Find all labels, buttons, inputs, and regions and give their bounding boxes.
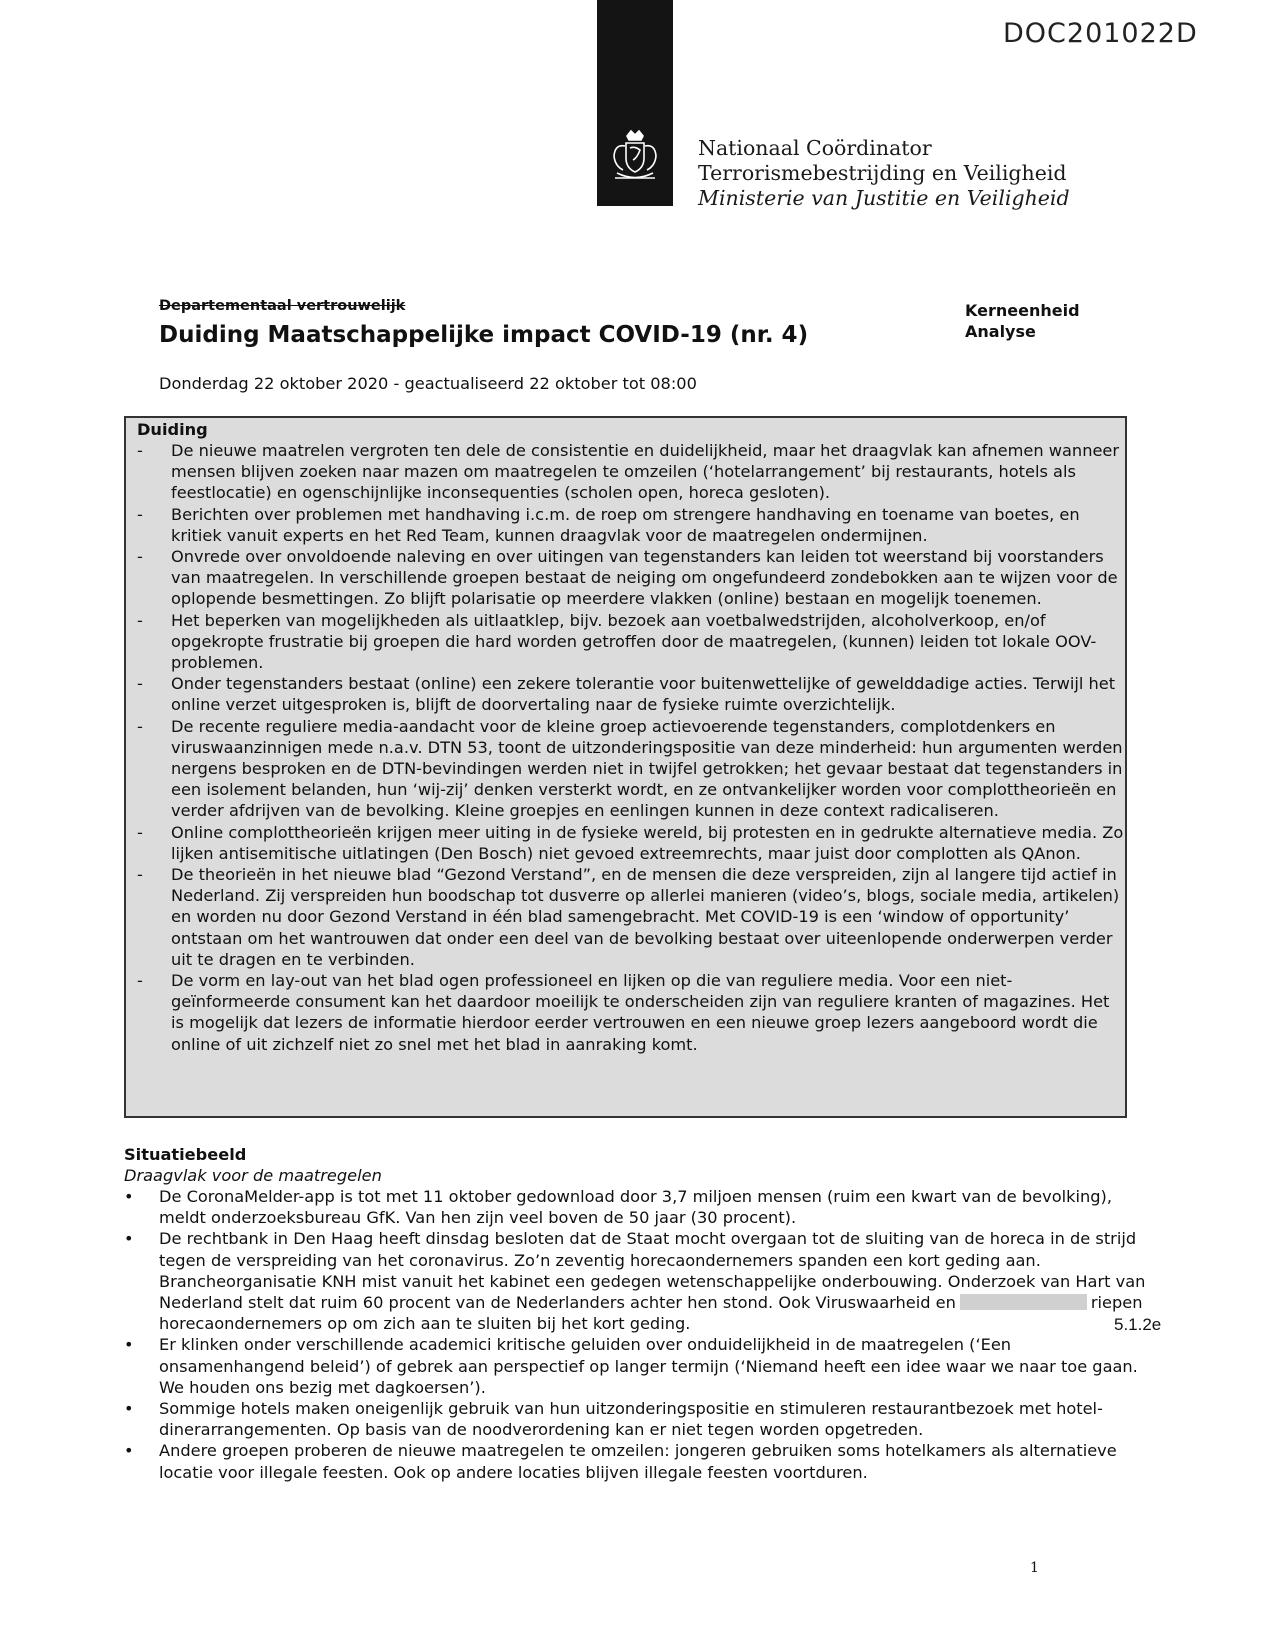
- page-number: 1: [1030, 1560, 1039, 1576]
- ministry-name: Ministerie van Justitie en Veiligheid: [698, 186, 1070, 210]
- duiding-item: - Onvrede over onvoldoende naleving en over uitingen van tegenstanders kan leiden tot weerstand bij voorstanders van maatregelen. In verschillende groepen bestaat de neiging om ongefundeerd zondebokken aan te wijzen voor de oplopende besmettingen. Zo blijft polarisatie op meerdere vlakken (online) bestaan en mogelijk toenemen.: [137, 547, 1118, 609]
- royal-coat-of-arms-icon: [609, 128, 661, 186]
- situatie-item: • Andere groepen proberen de nieuwe maatregelen te omzeilen: jongeren gebruiken soms hotelkamers als alternatieve locatie voor illegale feesten. Ook op andere locaties blijven illegale feesten voortduren.: [124, 1441, 1117, 1482]
- duiding-box: [124, 416, 1127, 1118]
- situatie-item: • De rechtbank in Den Haag heeft dinsdag besloten dat de Staat mocht overgaan tot de sluiting van de horeca in de strijd tegen de verspreiding van het coronavirus. Zo’n zeventig horecaondernemers spanden een kort geding aan. Brancheorganisatie KNH mist vanuit het kabinet een gedegen wetenschappelijke onderbouwing. Onderzoek van Hart van Nederland stelt dat ruim 60 procent van de Nederlanders achter hen stond. Ook Viruswaarheid en riepen horecaondernemers op om zich aan te sluiten bij het kort geding.: [124, 1229, 1146, 1334]
- government-logo-bar: [597, 0, 673, 206]
- situatie-item: • Sommige hotels maken oneigenlijk gebruik van hun uitzonderingspositie en stimuleren restaurantbezoek met hotel-dinerarrangementen. Op basis van de noodverordening kan er niet tegen worden opgetreden.: [124, 1399, 1103, 1440]
- duiding-title: Duiding: [137, 420, 208, 439]
- unit-line-2: Analyse: [965, 322, 1036, 341]
- redaction-ground-note: 5.1.2e: [1114, 1315, 1162, 1334]
- duiding-item: - De recente reguliere media-aandacht voor de kleine groep actievoerende tegenstanders, complotdenkers en viruswaanzinnigen mede n.a.v. DTN 53, toont de uitzonderingspositie van deze minderheid: hun argumenten werden nergens besproken en de DTN-bevindingen werden niet in twijfel getrokken; het gevaar bestaat dat tegenstanders in een isolement belanden, hun ‘wij-zij’ denken versterkt wordt, en ze ontvankelijker worden voor complottheorieën en verder afdrijven van de bevolking. Kleine groepjes en eenlingen kunnen in deze context radicaliseren.: [137, 716, 1123, 821]
- situatiebeeld-section: [124, 1144, 1144, 1483]
- unit-line-1: Kerneenheid: [965, 301, 1080, 320]
- org-line-2: Terrorismebestrijding en Veiligheid: [698, 161, 1067, 185]
- duiding-item: - De theorieën in het nieuwe blad “Gezond Verstand”, en de mensen die deze verspreiden, zijn al langere tijd actief in Nederland. Zij verspreiden hun boodschap tot dusverre op allerlei manieren (video’s, blogs, sociale media, artikelen) en worden nu door Gezond Verstand in één blad samengebracht. Met COVID-19 is een ‘window of opportunity’ ontstaan om het wantrouwen dat onder een deel van de bevolking bestaat over uiteenlopende onderwerpen verder uit te dragen en te verbinden.: [137, 865, 1120, 969]
- situatiebeeld-title: Situatiebeeld: [124, 1145, 247, 1164]
- unit-label: [965, 300, 1080, 342]
- situatie-item: • De CoronaMelder-app is tot met 11 oktober gedownload door 3,7 miljoen mensen (ruim een kwart van de bevolking), meldt onderzoeksbureau GfK. Van hen zijn veel boven de 50 jaar (30 procent).: [124, 1187, 1112, 1228]
- document-id: DOC201022D: [1003, 18, 1198, 49]
- duiding-item: - Berichten over problemen met handhaving i.c.m. de roep om strengere handhaving en toename van boetes, en kritiek vanuit experts en het Red Team, kunnen draagvlak voor de maatregelen ondermijnen.: [137, 504, 1080, 545]
- duiding-item: - De nieuwe maatrelen vergroten ten dele de consistentie en duidelijkheid, maar het draagvlak kan afnemen wanneer mensen blijven zoeken naar mazen om maatregelen te omzeilen (‘hotelarrangement’ bij restaurants, hotels als feestlocatie) en ogenschijnlijke inconsequenties (scholen open, horeca gesloten).: [137, 441, 1120, 503]
- duiding-item: - De vorm en lay-out van het blad ogen professioneel en lijken op die van reguliere media. Voor een niet-geïnformeerde consument kan het daardoor moeilijk te onderscheiden zijn van reguliere kranten of magazines. Het is mogelijk dat lezers de informatie hierdoor eerder vertrouwen en een nieuwe groep lezers aangeboord wordt die online of uit zichzelf niet zo snel met het blad in aanraking komt.: [137, 971, 1110, 1054]
- document-date: Donderdag 22 oktober 2020 - geactualiseerd 22 oktober tot 08:00: [159, 374, 697, 393]
- org-line-1: Nationaal Coördinator: [698, 136, 932, 160]
- duiding-item: - Onder tegenstanders bestaat (online) een zekere tolerantie voor buitenwettelijke of gewelddadige acties. Terwijl het online verzet uitgesproken is, blijft de doorvertaling naar de fysieke ruimte overzichtelijk.: [137, 674, 1116, 715]
- duiding-item: - Het beperken van mogelijkheden als uitlaatklep, bijv. bezoek aan voetbalwedstrijden, alcoholverkoop, en/of opgekropte frustratie bij groepen die hard worden getroffen door de maatregelen, (kunnen) leiden tot lokale OOV-problemen.: [137, 610, 1097, 673]
- organisation-name: [698, 136, 1070, 211]
- situatiebeeld-subtitle: Draagvlak voor de maatregelen: [124, 1166, 382, 1185]
- classification-label: Departementaal vertrouwelijk: [159, 298, 406, 314]
- situatie-item: • Er klinken onder verschillende academici kritische geluiden over onduidelijkheid in de maatregelen (‘Een onsamenhangend beleid’) of gebrek aan perspectief op langer termijn (‘Niemand heeft een idee waar we naar toe gaan. We houden ons bezig met dagkoersen’).: [124, 1335, 1138, 1397]
- redaction-block: [960, 1294, 1087, 1310]
- duiding-item: - Online complottheorieën krijgen meer uiting in de fysieke wereld, bij protesten en in gedrukte alternatieve media. Zo lijken antisemitische uitlatingen (Den Bosch) niet gevoed extreemrechts, maar juist door complotten als QAnon.: [137, 822, 1124, 863]
- document-title: Duiding Maatschappelijke impact COVID-19 (nr. 4): [159, 322, 809, 348]
